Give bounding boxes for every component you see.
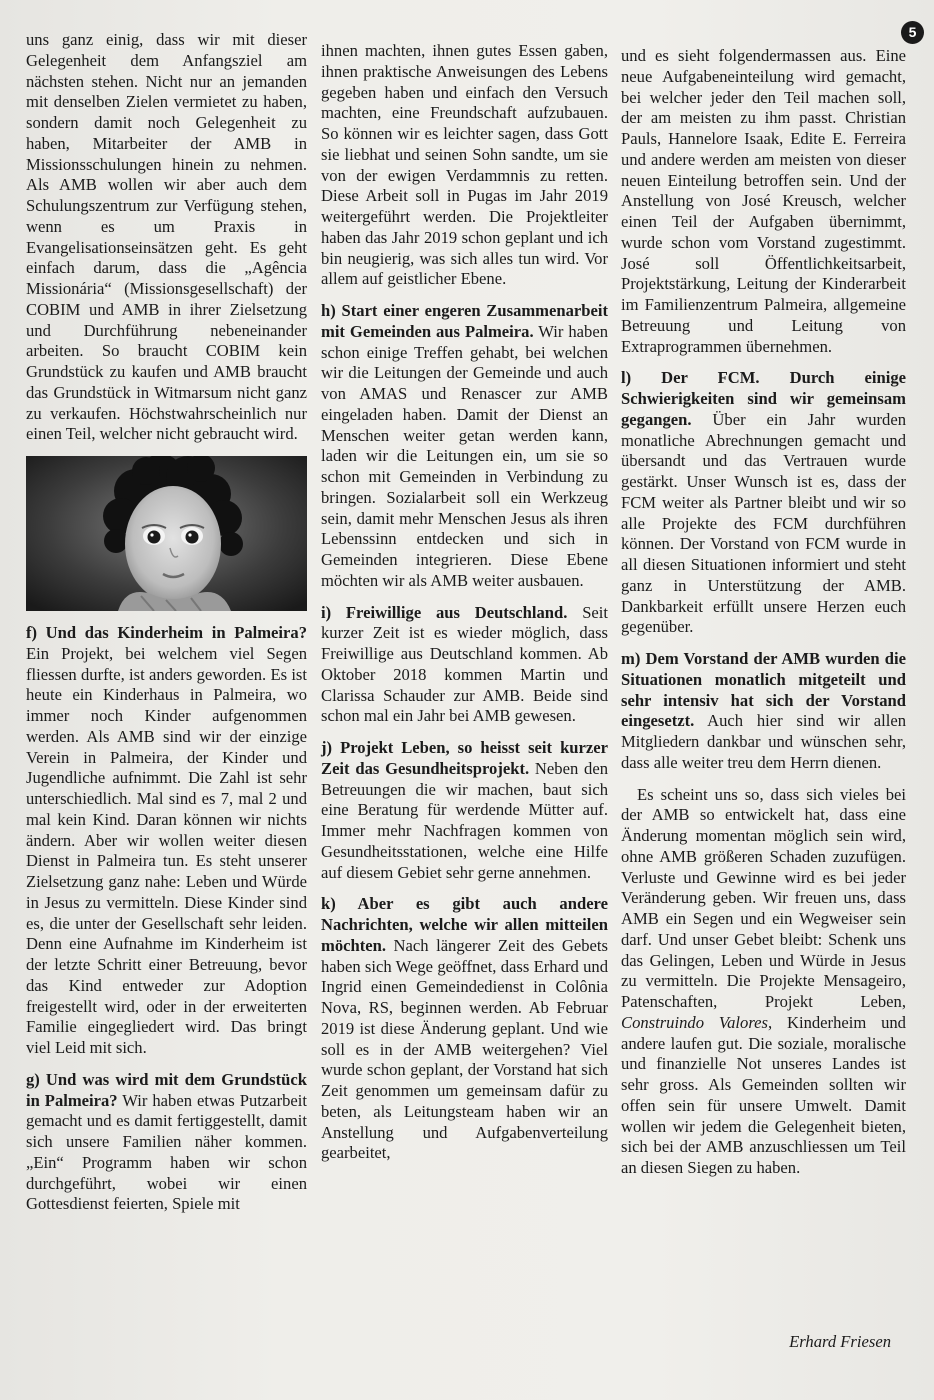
section-h [321, 301, 608, 592]
section-i [321, 603, 608, 728]
section-g-heading: g) Und was wird mit dem Grundstück in Palmeira? [26, 1069, 307, 1110]
author-signature: Erhard Friesen [789, 1332, 891, 1351]
child-portrait-photo [26, 456, 307, 611]
section-h-text: Wir haben schon einige Treffen gehabt, bei welchen wir die Leitungen der Gemeinde und auch von AMAS und Renascer zur AMB eingeladen haben. Damit der Dienst an Menschen weiter getan werden kann, laden wir die Leitungen ein, um sie so schon mit Gemeinden in Verbindung zu bringen. Sozialarbeit soll ein Werkzeug sein, damit mehr Menschen Jesus als ihren Lebenssinn entdecken und sich in Gemeinden integrieren. Diese Ebene möchten wir als AMB weiter ausbauen. [321, 321, 608, 590]
section-k [321, 894, 608, 1164]
page-number-badge: 5 [901, 21, 924, 44]
section-i-heading: i) Freiwillige aus Deutschland. [321, 602, 568, 622]
section-g [26, 1070, 307, 1215]
section-f [26, 623, 307, 1059]
section-m-text: Auch hier sind wir allen Mitgliedern dankbar und wünschen sehr, dass alle weiter treu dem Herrn dienen. [621, 711, 906, 772]
section-j [321, 738, 608, 883]
paragraph: und es sieht folgendermassen aus. Eine neue Aufgabeneinteilung wird gemacht, bei welcher jeder den Teil machen soll, der am meisten zu ihm passt. Christian Pauls, Hannelore Isaak, Edite E. Ferreira und andere werden am meisten von dieser neuen Einteilung betroffen sein. Und der Anstellung von José Kreusch, welcher einen Teil der Aufgaben übernimmt, wurde schon vom Vorstand zugestimmt. José soll Öffentlichkeitsarbeit, Projektstärkung, Leitung der Kinderarbeit im Familienzentrum Palmeira, allgemeine Betreuung und Leitung von Extraprogrammen übernehmen. [621, 46, 906, 356]
closing-text-italic: Construindo Valores [621, 1012, 768, 1032]
section-k-text: Nach längerer Zeit des Gebets haben sich Wege geöffnet, dass Erhard und Ingrid einen Gemeindedienst in Colônia Nova, RS, beginnen werden. Ab Februar 2019 ist diese Änderung geplant. Und wie soll es in der AMB weitergehen? Viel wurde schon geplant, der Vorstand hat sich Zeit genommen um gemeinsam dafür zu beten, als Leitungsteam haben wir an Anstellung und Aufgabenverteilung gearbeitet, [321, 935, 608, 1163]
child-portrait-image [26, 456, 307, 611]
section-l [621, 368, 906, 638]
section-l-heading: l) Der FCM. Durch einige Schwierigkeiten sind wir gemeinsam gegangen. [621, 368, 906, 429]
closing-paragraph [621, 785, 906, 1179]
paragraph: ihnen machten, ihnen gutes Essen gaben, ihnen praktische Anweisungen des Lebens gegeben haben und einfach den Versuch machten, eine Freundschaft aufzubauen. So können wir es leichter sagen, dass Gott sie liebhat und seinen Sohn sandte, um sie von der ewigen Verdammnis zu retten. Diese Arbeit soll in Pugas im Jahr 2019 weitergeführt werden. Die Projektleiter haben das Jahr 2019 schon geplant und ich bin neugierig, was sich alles tun wird. Vor allem auf geistlicher Ebene. [321, 41, 608, 289]
section-h-heading: h) Start einer engeren Zusammenarbeit mit Gemeinden aus Palmeira. [321, 301, 608, 341]
section-k-heading: k) Aber es gibt auch andere Nachrichten, welche wir allen mitteilen möchten. [321, 894, 608, 955]
column-3 [621, 46, 906, 1190]
section-f-heading: f) Und das Kinderheim in Palmeira? [26, 623, 307, 642]
section-j-heading: j) Projekt Leben, so heisst seit kurzer Zeit das Gesundheitsprojekt. [321, 738, 608, 778]
column-1 [26, 30, 307, 1226]
section-j-text: Neben den Betreuungen die wir machen, baut sich eine Beratung für werdende Mütter auf. Immer mehr Nachfragen kommen von Gesundheitsstationen, welche eine Hilfe auf diesem Gebiet sehr gerne annehmen. [321, 758, 608, 882]
column-2 [321, 41, 608, 1175]
closing-text-b: , Kinderheim und andere laufen gut. Die soziale, moralische und finanzielle Not unseres Landes ist sehr gross. Als Gemeinden sollten wir offen sein für unsere Umwelt. Damit wollen wir jedem die Gelegenheit bieten, sich bei der AMB anzuschliessen um Teil an diesen Siegen zu haben. [621, 1012, 906, 1177]
section-m [621, 649, 906, 774]
section-l-text: Über ein Jahr wurden monatliche Abrechnungen gemacht und übersandt und das Vertrauen wurde gestärkt. Unser Wunsch ist es, dass der FCM weiter als Partner bleibt und wir so alle Projekte des FCM durchführen können. Der Vorstand von FCM wurde in all diesen Situationen informiert und steht ganz in Unterstützung der AMB. Dankbarkeit erfüllt unsere Herzen euch gegenüber. [621, 409, 906, 637]
section-i-text: Seit kurzer Zeit ist es wieder möglich, dass Freiwillige aus Deutschland kommen. Ab Oktober 2018 kommen Martin und Clarissa Schauder zur AMB. Beide sind schon mal ein Jahr bei AMB gewesen. [321, 602, 609, 726]
section-m-heading: m) Dem Vorstand der AMB wurden die Situationen monatlich mitgeteilt und sehr intensiv hat sich der Vorstand eingesetzt. [621, 649, 906, 731]
closing-text-a: Es scheint uns so, dass sich vieles bei der AMB so entwickelt hat, dass eine Änderung momentan möglich sein wird, ohne AMB größeren Schaden zuzufügen. Verluste und Gewinne wird es bei jeder Veränderung geben. Wir freuen uns, dass AMB ein Segen und ein Wegweiser sein darf. Und unser Gebet bleibt: Schenk uns das Gelingen, Leben und Würde in Jesus zu vermitteln. Die Projekte Mensageiro, Patenschaften, Projekt Leben, [621, 784, 906, 1011]
section-g-text: Wir haben etwas Putzarbeit gemacht und es damit fertiggestellt, damit sich unsere Familien näher kommen. „Ein“ Programm haben wir schon durchgeführt, wobei wir einen Gottesdienst feierten, Spiele mit [26, 1090, 307, 1214]
paragraph: uns ganz einig, dass wir mit dieser Gelegenheit dem Anfangsziel am nächsten stehen. Nicht nur an jemanden mit denselben Zielen vermietet zu haben, sondern damit noch Gelegenheit zu haben, Mitarbeiter der AMB in Missionsschulungen hinein zu nehmen. Als AMB wollen wir aber auch dem Schulungszentrum zur Verfügung stehen, wenn es um Praxis in Evangelisationseinsätzen geht. Es geht einfach darum, dass die „Agência Missionária“ (Missionsgesellschaft) der COBIM und AMB in ihrer Zielsetzung und Durchführung nebeneinander arbeiten. So braucht COBIM kein Grundstück zu kaufen und AMB braucht das Grundstück in Witmarsum nicht ganz zu verkaufen. Höchstwahrscheinlich nur einen Teil, welcher nicht gebraucht wird. [26, 30, 307, 444]
section-f-text: Ein Projekt, bei welchem viel Segen fliessen durfte, ist anders geworden. Es ist heute ein Kinderhaus in Palmeira, wo immer noch Kinder aufgenommen werden. Als AMB sind wir der einzige Verein in Palmeira, der Kinder und Jugendliche aufnimmt. Die Zahl ist sehr unterschiedlich. Mal sind es 7, mal 2 und mal kein Kind. Daran können wir nichts ändern. Aber wir wollen weiter diesen Dienst in Palmeira tun. Es steht unserer Zielsetzung ganz nahe: Leben und Würde in Jesus zu vermitteln. Diese Kinder sind es, die unter der Gesellschaft sehr leiden. Denn eine Aufnahme im Kinderheim ist der letzte Schritt einer Betreuung, bevor das Kind entweder zur Adoption freigestellt wird, oder in der erweiterten Familie eingegliedert wird. Das bringt viel Leid mit sich. [26, 643, 307, 1057]
